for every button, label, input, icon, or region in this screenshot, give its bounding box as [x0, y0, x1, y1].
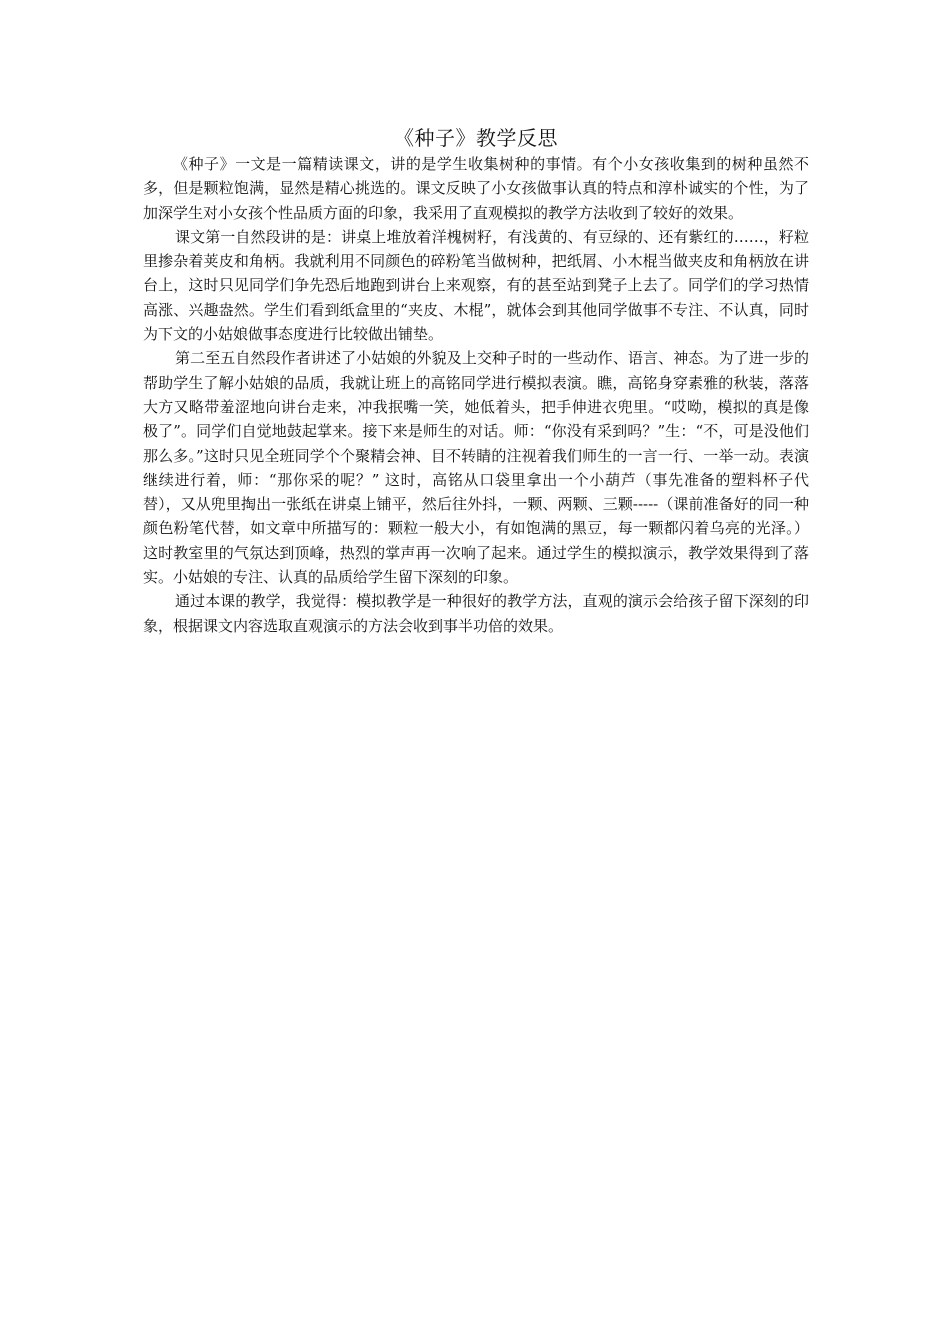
document-body [143, 124, 809, 638]
paragraph-conclusion: 通过本课的教学，我觉得：模拟教学是一种很好的教学方法，直观的演示会给孩子留下深刻的印象，根据课文内容选取直观演示的方法会收到事半功倍的效果。 [143, 592, 809, 635]
document-title: 《种子》教学反思 [394, 126, 558, 150]
paragraph-first-section: 课文第一自然段讲的是：讲桌上堆放着洋槐树籽，有浅黄的、有豆绿的、还有紫红的……，籽粒里掺杂着荚皮和角柄。我就利用不同颜色的碎粉笔当做树种，把纸屑、小木棍当做夹皮和角柄放在讲台上，这时只见同学们争先恐后地跑到讲台上来观察，有的甚至站到凳子上去了。同学们的学习热情高涨、兴趣盎然。学生们看到纸盒里的“夹皮、木棍”，就体会到其他同学做事不专注、不认真，同时为下文的小姑娘做事态度进行比较做出铺垫。 [143, 227, 809, 344]
paragraph-intro: 《种子》一文是一篇精读课文，讲的是学生收集树种的事情。有个小女孩收集到的树种虽然不多，但是颗粒饱满，显然是精心挑选的。课文反映了小女孩做事认真的特点和淳朴诚实的个性，为了加深学生对小女孩个性品质方面的印象，我采用了直观模拟的教学方法收到了较好的效果。 [143, 155, 809, 222]
paragraph-second-to-fifth-sections: 第二至五自然段作者讲述了小姑娘的外貌及上交种子时的一些动作、语言、神态。为了进一步的帮助学生了解小姑娘的品质，我就让班上的高铭同学进行模拟表演。瞧，高铭身穿素雅的秋装，落落大方又略带羞涩地向讲台走来，冲我抿嘴一笑，她低着头，把手伸进衣兜里。“哎呦，模拟的真是像极了”。同学们自觉地鼓起掌来。接下来是师生的对话。师：“你没有采到吗？”生：“不，可是没他们那么多。”这时只见全班同学个个聚精会神、目不转睛的注视着我们师生的一言一行、一举一动。表演继续进行着，师：“那你采的呢？” 这时，高铭从口袋里拿出一个小葫芦（事先准备的塑料杯子代替），又从兜里掏出一张纸在讲桌上铺平，然后往外抖，一颗、两颗、三颗-----（课前准备好的同一种颜色粉笔代替，如文章中所描写的：颗粒一般大小，有如饱满的黑豆，每一颗都闪着乌亮的光泽。）这时教室里的气氛达到顶峰，热烈的掌声再一次响了起来。通过学生的模拟演示，教学效果得到了落实。小姑娘的专注、认真的品质给学生留下深刻的印象。 [143, 349, 809, 587]
